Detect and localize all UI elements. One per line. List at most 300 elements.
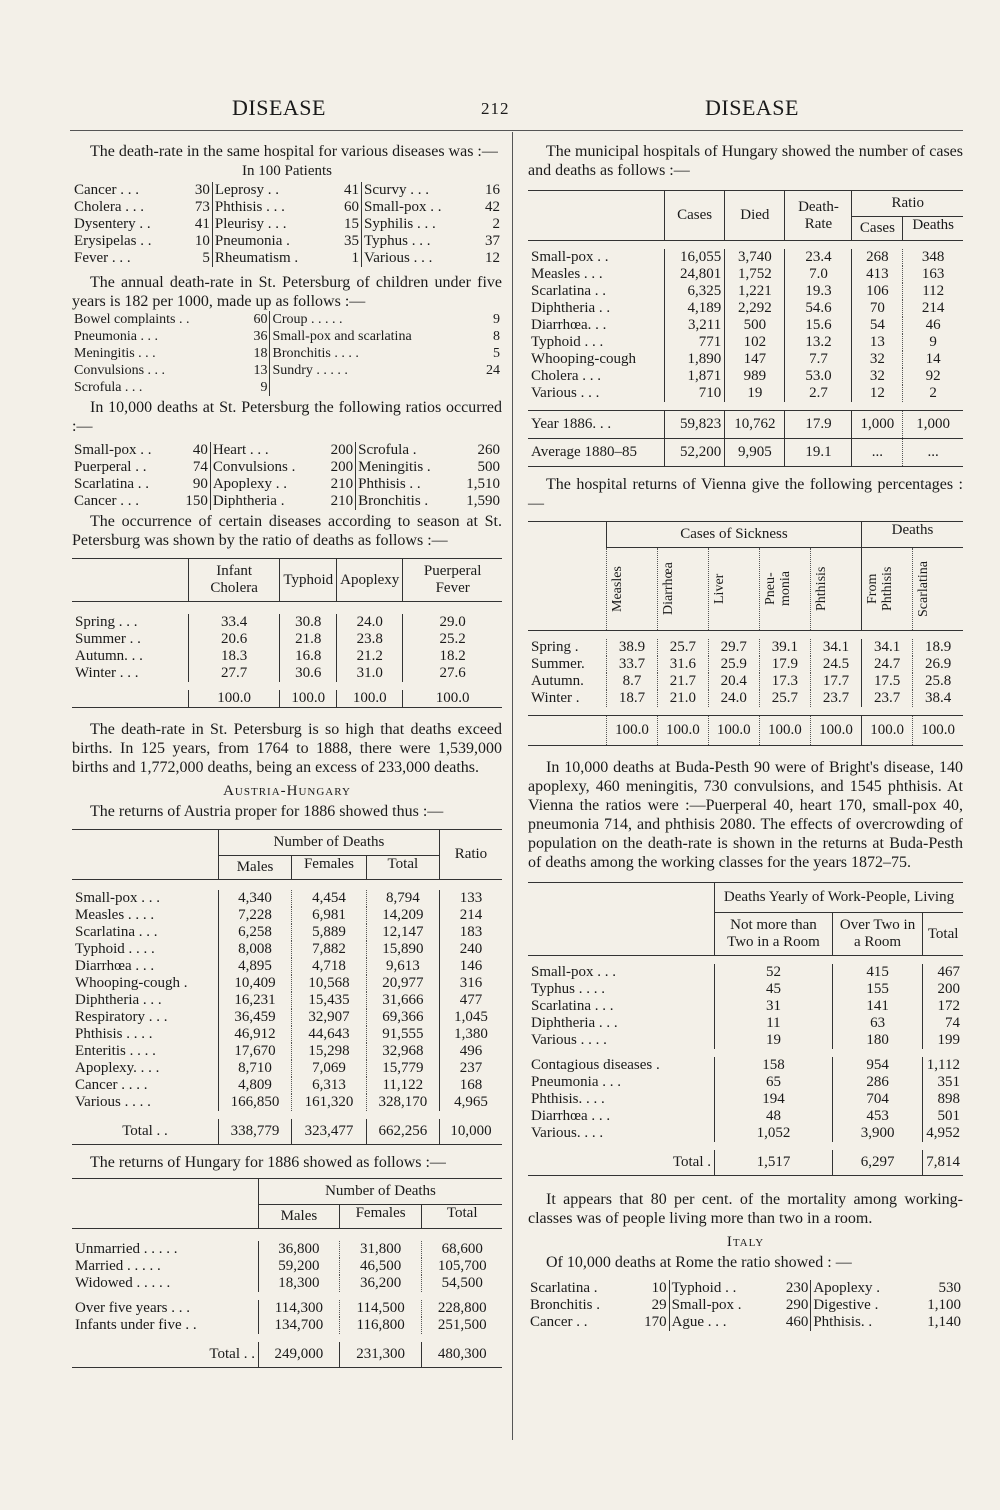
row-label: Various . . . <box>362 250 476 267</box>
row-label: Cancer . . . <box>74 182 139 198</box>
hungary-hospitals-table <box>528 190 963 467</box>
table-cell: 5,889 <box>292 924 367 941</box>
paragraph: The returns of Austria proper for 1886 showed thus :— <box>90 803 444 820</box>
row-label: Various . . . . <box>531 1032 607 1048</box>
table-cell: 54,500 <box>422 1275 502 1292</box>
row-label: Diphtheria . . . <box>531 1015 618 1031</box>
table-cell: 6,981 <box>292 907 367 924</box>
row-label: Scarlatina . <box>530 1280 598 1296</box>
table-cell: 163 <box>903 266 963 283</box>
table-cell: 12 <box>485 250 500 266</box>
table-cell: 14,209 <box>366 907 439 924</box>
row-label: Ague . . . <box>669 1314 773 1331</box>
table-cell: 31.0 <box>337 665 403 682</box>
table-cell: 954 <box>832 1057 922 1074</box>
col-header: Apoplexy <box>337 559 403 602</box>
table-cell: 13.2 <box>785 334 852 351</box>
row-label: Meningitis . <box>356 459 454 476</box>
col-header: Typhoid <box>280 559 337 602</box>
table-cell: 9,613 <box>366 958 439 975</box>
table-cell: 1,380 <box>439 1026 502 1043</box>
row-label: Small-pox and scarlatina <box>270 328 476 345</box>
table-cell: 30.6 <box>280 665 337 682</box>
header-rule <box>70 130 963 131</box>
row-label: Cancer . . . . <box>75 1077 148 1093</box>
col-header: Scarlatina <box>913 548 963 631</box>
table-cell: 68,600 <box>422 1241 502 1258</box>
row-label: Average 1880–85 <box>531 444 637 460</box>
row-label: Cancer . . . <box>74 493 139 509</box>
table-cell: 9 <box>260 380 268 395</box>
table-cell: 18.9 <box>913 639 963 656</box>
row-label: Diarrhœa . . . <box>75 958 155 974</box>
row-label: Year 1886. . . <box>531 416 612 432</box>
row-label: Pneumonia . <box>212 233 334 250</box>
table-row <box>528 1280 963 1297</box>
table-cell: 413 <box>852 266 903 283</box>
paragraph: The death-rate in St. Petersburg is so high that deaths exceed births. In 125 years, from 1764 to 1888, there were 1,539,000 births and 1,772,000 deaths, being an excess of 233,000 deaths. <box>72 721 502 776</box>
table-cell: 9 <box>903 334 963 351</box>
table-cell: 4,454 <box>292 890 367 907</box>
table-cell: 59,200 <box>259 1258 340 1275</box>
table-cell: 20.6 <box>189 631 280 648</box>
table-cell: 24 <box>486 363 500 378</box>
table-cell: 36,459 <box>219 1009 292 1026</box>
table-cell: 21.8 <box>280 631 337 648</box>
table-cell: 29.7 <box>708 639 759 656</box>
col-header: Males <box>259 1205 340 1229</box>
table-row <box>528 1108 963 1125</box>
table-cell: 69,366 <box>366 1009 439 1026</box>
table-row <box>72 631 502 648</box>
table-cell: 8,710 <box>219 1060 292 1077</box>
table-cell: 31,800 <box>339 1241 422 1258</box>
table-row <box>528 1057 963 1074</box>
table-cell: 3,900 <box>832 1125 922 1142</box>
table-cell: 16,231 <box>219 992 292 1009</box>
table-cell: 477 <box>439 992 502 1009</box>
table-row <box>528 317 963 334</box>
table-cell: 63 <box>832 1015 922 1032</box>
table-cell: 7,814 <box>923 1150 963 1176</box>
table-cell: 6,313 <box>292 1077 367 1094</box>
table-cell: 147 <box>725 351 785 368</box>
row-label: Over five years . . . <box>75 1300 190 1316</box>
row-label: Phthisis . . . <box>212 199 334 216</box>
row-label: Phthisis . . <box>356 476 454 493</box>
table-cell: 92 <box>903 368 963 385</box>
table-cell: 467 <box>923 964 963 981</box>
table-cell: 91,555 <box>366 1026 439 1043</box>
table-cell: 100.0 <box>607 716 658 746</box>
table-cell: 231,300 <box>339 1342 422 1368</box>
table-cell: 2.7 <box>785 385 852 402</box>
table-cell: 166,850 <box>219 1094 292 1111</box>
table-cell: 37 <box>485 233 500 249</box>
table-cell: 100.0 <box>657 716 708 746</box>
table-cell: 41 <box>194 216 210 232</box>
table-cell: 214 <box>439 907 502 924</box>
table-cell: 662,256 <box>366 1119 439 1145</box>
table-row <box>528 1074 963 1091</box>
row-label: Croup . . . . . <box>270 311 476 328</box>
table-cell: 3,211 <box>665 317 725 334</box>
row-label: Bronchitis . <box>530 1297 600 1313</box>
table-cell: 194 <box>715 1091 833 1108</box>
table-cell: 4,340 <box>219 890 292 907</box>
table-cell: 496 <box>439 1043 502 1060</box>
row-label: Small-pox . <box>669 1297 773 1314</box>
table-row <box>528 981 963 998</box>
table-row <box>528 656 963 673</box>
table-cell: 16,055 <box>665 249 725 266</box>
table-cell: 7.7 <box>785 351 852 368</box>
table-cell: 16 <box>485 182 500 198</box>
table-cell: 100.0 <box>811 716 862 746</box>
table-cell: 52,200 <box>665 439 725 467</box>
vienna-table <box>528 521 963 746</box>
table-cell: 161,320 <box>292 1094 367 1111</box>
table-row <box>72 614 502 631</box>
table-cell: ... <box>852 439 903 467</box>
table-cell: 65 <box>715 1074 833 1091</box>
table-cell: 2,292 <box>725 300 785 317</box>
paragraph: The death-rate in the same hospital for various diseases was :— <box>90 143 498 160</box>
col-header: Liver <box>708 548 759 631</box>
row-label: Autumn. <box>531 673 584 689</box>
row-label: Scrofula . <box>356 442 454 459</box>
group-header: Deaths Yearly of Work-People, Living <box>715 883 964 913</box>
table-cell: 4,952 <box>923 1125 963 1142</box>
table-row <box>528 351 963 368</box>
table-cell: 453 <box>832 1108 922 1125</box>
table-cell: 8,008 <box>219 941 292 958</box>
table-cell: 90 <box>192 476 208 492</box>
table-cell: 155 <box>832 981 922 998</box>
paragraph: In 10,000 deaths at Buda-Pesth 90 were of Bright's disease, 140 apoplexy, 460 meningitis, 730 convulsions, and 1545 phthisis. At Vienna the ratios were :—Puerperal 40, heart 170, small-pox 40, pneumonia 714, and phthisis 2080. The effects of overcrowding of population on the death-rate is shown in the returns at Buda-Pesth of deaths among the working classes for the years 1872–75. <box>528 759 963 871</box>
table-cell: 46,912 <box>219 1026 292 1043</box>
table-row <box>72 476 502 493</box>
table-cell: 14 <box>903 351 963 368</box>
table-cell: 11 <box>715 1015 833 1032</box>
table-cell: 1,000 <box>903 411 963 439</box>
table-cell: 4,895 <box>219 958 292 975</box>
table-cell: 102 <box>725 334 785 351</box>
table-cell: 17.9 <box>785 411 852 439</box>
row-label: Small-pox . . . <box>75 890 160 906</box>
col-header: Ratio <box>439 830 502 880</box>
table-cell: 1,000 <box>852 411 903 439</box>
table-cell: 25.9 <box>708 656 759 673</box>
table-cell: 10 <box>194 233 210 249</box>
table-cell: 74 <box>192 459 208 475</box>
table-cell: 8 <box>493 329 500 344</box>
table-cell: 530 <box>938 1280 961 1296</box>
table-caption: In 100 Patients <box>242 163 332 179</box>
table-cell: 15.6 <box>785 317 852 334</box>
row-label: Small-pox . . <box>362 199 476 216</box>
row-label: Autumn. . . <box>75 648 143 664</box>
table-cell: 25.7 <box>759 690 810 707</box>
table-cell: 31.6 <box>657 656 708 673</box>
table-cell: 260 <box>477 442 500 458</box>
table-cell: 27.7 <box>189 665 280 682</box>
row-label: Diarrhœa. . . <box>531 317 607 333</box>
table-cell: 9,905 <box>725 439 785 467</box>
petersburg-ratio-table <box>72 442 502 510</box>
paragraph: The hospital returns of Vienna give the following percentages :— <box>528 476 963 512</box>
table-cell: 54 <box>852 317 903 334</box>
paragraph: The annual death-rate in St. Petersburg of children under five years is 182 per 1000, made up as follows :— <box>72 274 502 310</box>
table-cell: 13 <box>852 334 903 351</box>
table-cell: 7,069 <box>292 1060 367 1077</box>
table-cell: 146 <box>439 958 502 975</box>
table-cell: 18,300 <box>259 1275 340 1292</box>
row-label: Phthisis. . <box>811 1314 910 1331</box>
austria-table <box>72 829 502 1145</box>
table-cell: 12,147 <box>366 924 439 941</box>
table-cell: 1,221 <box>725 283 785 300</box>
row-label: Small-pox . . . <box>531 964 616 980</box>
table-cell: 10,568 <box>292 975 367 992</box>
row-label: Pneumonia . . . <box>531 1074 621 1090</box>
table-row <box>72 1275 502 1292</box>
row-label: Infants under five . . <box>75 1317 197 1333</box>
table-cell: 15 <box>344 216 360 232</box>
col-header: Females <box>292 856 367 880</box>
row-label: Whooping-cough . <box>75 975 188 991</box>
table-cell: 36 <box>253 329 268 344</box>
table-cell: 5 <box>202 250 210 266</box>
col-header: Males <box>219 856 292 880</box>
table-cell: 7.0 <box>785 266 852 283</box>
table-cell: 12 <box>852 385 903 402</box>
row-label: Cholera . . . <box>531 368 601 384</box>
table-cell: 20,977 <box>366 975 439 992</box>
table-cell: 9 <box>493 312 500 327</box>
table-cell: 18 <box>253 346 268 361</box>
totals-row <box>528 716 963 746</box>
col-header: Puerperal Fever <box>403 559 502 602</box>
table-cell: 18.2 <box>403 648 502 665</box>
table-cell: 2 <box>903 385 963 402</box>
table-cell: 18.7 <box>607 690 658 707</box>
row-label: Apoplexy . . <box>210 476 321 493</box>
row-label: Various . . . <box>531 385 600 401</box>
table-row <box>72 1009 502 1026</box>
children-rate-table <box>72 311 502 396</box>
table-row <box>528 673 963 690</box>
table-cell: 210 <box>330 493 354 509</box>
stub-header <box>72 559 189 602</box>
group-header: Ratio <box>852 191 963 217</box>
table-cell: 100.0 <box>861 716 912 746</box>
table-row <box>72 1241 502 1258</box>
row-label: Typhus . . . <box>362 233 476 250</box>
table-cell: 42 <box>485 199 500 215</box>
row-label: Digestive . <box>811 1297 910 1314</box>
table-row <box>528 1297 963 1314</box>
table-cell: 704 <box>832 1091 922 1108</box>
table-cell: 170 <box>644 1314 667 1330</box>
table-cell: 1,045 <box>439 1009 502 1026</box>
table-cell: 328,170 <box>366 1094 439 1111</box>
paragraph: The returns of Hungary for 1886 showed as follows :— <box>90 1154 446 1171</box>
table-cell: ... <box>903 439 963 467</box>
paragraph: The municipal hospitals of Hungary showed the number of cases and deaths as follows :— <box>528 143 963 179</box>
row-label: Total . . <box>209 1346 255 1362</box>
row-label: Measles . . . <box>531 266 603 282</box>
col-header: Death-Rate <box>785 191 852 241</box>
table-cell: 17,670 <box>219 1043 292 1060</box>
row-label: Typhoid . . . . <box>75 941 155 957</box>
table-row <box>528 1032 963 1049</box>
table-cell: 53.0 <box>785 368 852 385</box>
col-header: Pneu- monia <box>759 548 810 631</box>
table-cell: 158 <box>715 1057 833 1074</box>
table-row <box>528 300 963 317</box>
table-row <box>72 890 502 907</box>
page-number: 212 <box>481 99 510 118</box>
group-header: Cases of Sickness <box>607 522 862 548</box>
row-label: Various . . . . <box>75 1094 151 1110</box>
table-cell: 180 <box>832 1032 922 1049</box>
table-cell: 26.9 <box>913 656 963 673</box>
totals-row <box>528 1150 963 1176</box>
col-header: Females <box>339 1205 422 1229</box>
table-cell: 500 <box>477 459 500 475</box>
table-cell: 34.1 <box>811 639 862 656</box>
row-label: Cancer . . <box>530 1314 588 1330</box>
table-cell: 36,800 <box>259 1241 340 1258</box>
table-row <box>72 442 502 459</box>
table-cell: 3,740 <box>725 249 785 266</box>
col-header: Infant Cholera <box>189 559 280 602</box>
table-cell: 8,794 <box>366 890 439 907</box>
table-cell <box>476 379 502 396</box>
table-row <box>72 1043 502 1060</box>
table-cell: 134,700 <box>259 1317 340 1334</box>
row-label: Widowed . . . . . <box>75 1275 171 1291</box>
table-cell: 34.1 <box>861 639 912 656</box>
col-header: Deaths <box>903 217 963 241</box>
table-cell: 116,800 <box>339 1317 422 1334</box>
table-cell: 52 <box>715 964 833 981</box>
table-cell: 17.9 <box>759 656 810 673</box>
table-cell: 11,122 <box>366 1077 439 1094</box>
season-table <box>72 558 502 708</box>
col-header: Total <box>923 913 963 956</box>
table-cell: 23.8 <box>337 631 403 648</box>
table-row <box>72 992 502 1009</box>
totals-row <box>72 690 502 708</box>
table-cell: 25.2 <box>403 631 502 648</box>
row-label: Puerperal . . <box>74 459 147 475</box>
table-row <box>72 941 502 958</box>
table-cell: 286 <box>832 1074 922 1091</box>
row-label: Contagious diseases . <box>531 1057 660 1073</box>
row-label: Spring . <box>531 639 579 655</box>
table-cell: 24.7 <box>861 656 912 673</box>
table-cell: 1,871 <box>665 368 725 385</box>
row-label: Various. . . . <box>531 1125 604 1141</box>
stub-header <box>528 883 715 956</box>
table-cell: 771 <box>665 334 725 351</box>
paragraph: The occurrence of certain diseases according to season at St. Petersburg was shown by the ratio of deaths as follows :— <box>72 513 502 549</box>
rome-ratio-table <box>528 1280 963 1331</box>
table-row <box>72 493 502 510</box>
table-cell: 351 <box>923 1074 963 1091</box>
row-label: Bronchitis . <box>356 493 454 510</box>
table-row <box>528 283 963 300</box>
table-row <box>72 924 502 941</box>
row-label: Scarlatina . . <box>74 476 149 492</box>
table-cell: 316 <box>439 975 502 992</box>
table-cell: 73 <box>194 199 210 215</box>
totals-row <box>72 1119 502 1145</box>
table-cell: 200 <box>330 442 354 458</box>
table-cell: 16.8 <box>280 648 337 665</box>
table-cell: 10,409 <box>219 975 292 992</box>
table-row <box>72 362 502 379</box>
table-cell: 25.7 <box>657 639 708 656</box>
table-cell: 35 <box>344 233 360 249</box>
table-row <box>72 1094 502 1111</box>
row-label: Scurvy . . . <box>362 182 476 199</box>
row-label: Heart . . . <box>210 442 321 459</box>
running-head-right: DISEASE <box>705 95 799 120</box>
table-cell: 1,112 <box>923 1057 963 1074</box>
table-cell: 1,517 <box>715 1150 833 1176</box>
col-header: Diarrhœa <box>657 548 708 631</box>
table-cell: 7,882 <box>292 941 367 958</box>
row-label: Measles . . . . <box>75 907 155 923</box>
col-header: Measles <box>607 548 658 631</box>
table-cell: 4,718 <box>292 958 367 975</box>
page-header <box>0 95 1000 125</box>
table-cell: 38.4 <box>913 690 963 707</box>
table-cell: 15,779 <box>366 1060 439 1077</box>
row-label: Typhoid . . . <box>531 334 604 350</box>
table-cell: 460 <box>785 1314 809 1330</box>
table-row <box>528 1125 963 1142</box>
table-cell: 251,500 <box>422 1317 502 1334</box>
table-cell: 24.5 <box>811 656 862 673</box>
table-cell: 1 <box>351 250 360 266</box>
table-row <box>72 459 502 476</box>
table-cell: 100.0 <box>759 716 810 746</box>
table-cell: 54.6 <box>785 300 852 317</box>
group-header: Number of Deaths <box>259 1179 503 1205</box>
table-cell: 6,258 <box>219 924 292 941</box>
row-label: Scarlatina . . . <box>531 998 614 1014</box>
table-cell: 60 <box>344 199 360 215</box>
table-cell: 15,298 <box>292 1043 367 1060</box>
table-cell: 200 <box>330 459 354 475</box>
table-row <box>528 998 963 1015</box>
table-cell: 100.0 <box>189 690 280 708</box>
stub-header <box>528 191 665 241</box>
table-row <box>528 690 963 707</box>
running-head-left: DISEASE <box>232 95 326 120</box>
row-label: Typhoid . . <box>669 1280 773 1297</box>
row-label: Apoplexy . <box>811 1280 910 1297</box>
table-cell: 1,140 <box>927 1314 961 1330</box>
table-cell: 36,200 <box>339 1275 422 1292</box>
table-row <box>72 648 502 665</box>
stub-header <box>72 1179 259 1229</box>
table-row <box>72 665 502 682</box>
